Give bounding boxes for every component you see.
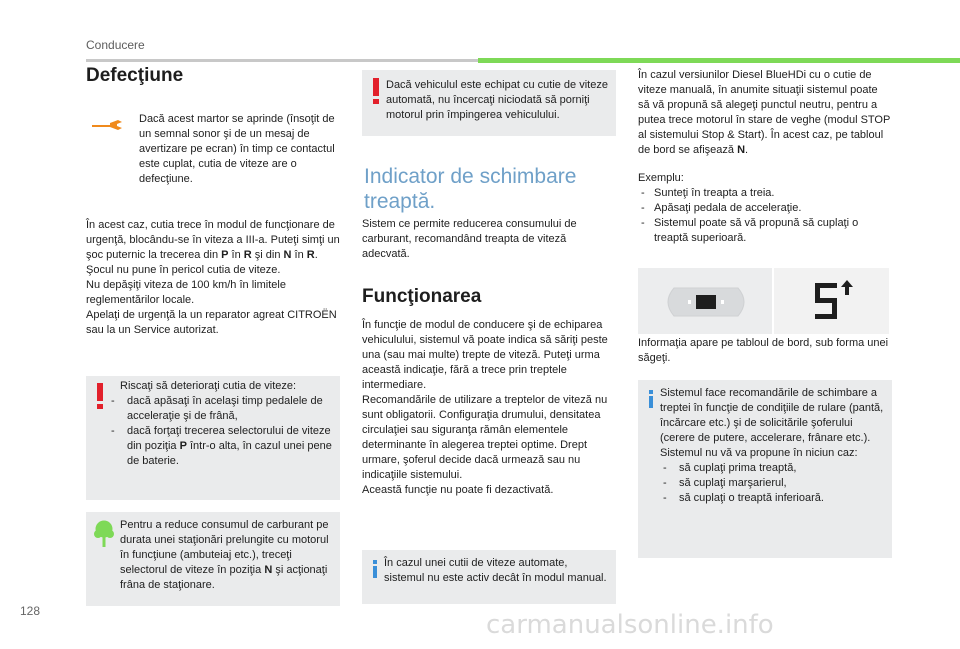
example-item: - Sistemul poate să vă propună să cuplaţi o treaptă superioară. [638,216,892,246]
dashboard-display-area [638,268,772,334]
risk-warning-box [86,376,340,500]
automatic-gearbox-info-box [362,550,616,604]
gear-indicator-title: Indicator de schimbare treaptă. [364,165,577,213]
risk-item: - dacă forţaţi trecerea selectorului de viteze din poziţia P într-o alta, în cazul unei pene de baterie. [108,424,336,469]
info-icon [645,390,657,408]
gear-display-area [774,268,889,334]
recommendation-info-box [638,380,892,558]
warning-light-text: Dacă acest martor se aprinde (însoţit de un semnal sonor şi de un mesaj de avertizare pe ecran) în timp ce contactul este cuplat, cutia de viteze are o defecţiune. [139,113,335,185]
section-header: Conducere [86,38,145,52]
example-block: Exemplu: - Sunteţi în treapta a treia. - Apăsaţi pedala de acceleraţie. - Sistemul poate să vă propună să cuplaţi o treaptă superioară. [638,171,892,246]
header-accent-bar [478,58,960,63]
risk-box-text: Riscaţi să deterioraţi cutia de viteze: - dacă apăsaţi în acelaşi timp pedalele de acceleraţie şi de frână, - dacă forţaţi trecerea selectorului de viteze din poziţia P într-o alta, în cazul unei pene de baterie. [120,379,336,469]
eco-tip-text: Pentru a reduce consumul de carburant pe durata unei staţionări prelungite cu motorul în funcţiune (ambuteiaj etc.), treceţi selectorul de viteze în poziţia N şi acţionaţi frâna de staţionare. [120,519,329,591]
eco-tip-box [86,512,340,606]
header-divider [86,59,478,62]
watermark: carmanualsonline.info [486,610,774,640]
recommendation-info-text: Sistemul face recomandările de schimbare a treptei în funcţie de condiţiile de rulare (pantă, încărcare etc.) şi de solicitările şoferului (cerere de putere, accelerare, frânare etc.). Sistemul nu vă va propune în niciun caz: - să cuplaţi prima treaptă, - să cuplaţi marşarierul, - să cuplaţi o treaptă inferioară. [660,386,888,506]
exclamation-icon [96,383,104,409]
gear-indicator-intro: Sistem ce permite reducerea consumului de carburant, recomandând treapta de viteză adecvată. [362,218,577,260]
defect-paragraph: În acest caz, cutia trece în modul de funcţionare de urgenţă, blocându-se în viteza a III-a. Puteţi simţi un şoc puternic la trecerea din P în R şi din N în R. Şocul nu pune în pericol cutia de viteze. Nu depăşiţi viteza de 100 km/h în limitele reglementărilor locale. Apelaţi de urgenţă la un reparator agreat CITROËN sau la un Service autorizat. [86,219,340,336]
push-start-warning-text: Dacă vehiculul este echipat cu cutie de viteze automată, nu încercaţi niciodată să porniţi motorul prin împingerea vehiculului. [386,79,608,121]
not-proposed-item: - să cuplaţi prima treaptă, [660,461,888,476]
info-icon [369,560,381,578]
automatic-gearbox-info-text: În cazul unei cutii de viteze automate, sistemul nu este activ decât în modul manual. [384,557,607,584]
display-screen-icon [660,286,752,318]
leaf-icon [93,520,115,548]
defect-title: Defecţiune [86,65,184,86]
not-proposed-item: - să cuplaţi marşarierul, [660,476,888,491]
risk-item: - dacă apăsaţi în acelaşi timp pedalele de acceleraţie şi de frână, [108,394,336,424]
exclamation-icon [372,78,380,104]
page-number: 128 [20,604,41,618]
function-subtitle: Funcţionarea [362,286,482,307]
dashboard-illustration [638,268,889,334]
example-item: - Sunteţi în treapta a treia. [638,186,892,201]
not-proposed-item: - să cuplaţi o treaptă inferioară. [660,491,888,506]
diesel-paragraph: În cazul versiunilor Diesel BlueHDi cu o cutie de viteze manuală, în anumite situaţii sistemul poate să vă propună să alegeţi punctul neutru, pentru a putea trece motorul în stare de veghe (modul STOP al sistemului Stop & Start). În acest caz, pe tabloul de bord se afişează N. [638,69,891,156]
gear-up-indicator-icon [809,277,859,327]
dashboard-info-text: Informaţia apare pe tabloul de bord, sub forma unei săgeţi. [638,337,889,364]
wrench-icon [90,117,124,131]
example-item: - Apăsaţi pedala de acceleraţie. [638,201,892,216]
push-start-warning-box [362,70,616,136]
function-paragraph: În funcţie de modul de conducere şi de echiparea vehiculului, sistemul vă poate indica să săriţi peste una (sau mai multe) trepte de viteză. Puteţi urma această indicaţie, fără a trece prin treptele intermediare. Recomandările de utilizare a treptelor de viteză nu sunt obligatorii. Configuraţia drumului, densitatea circulaţiei sau siguranţa rămân elementele determinante în alegerea treptei optime. Drept urmare, şoferul decide dacă urmează sau nu indicaţiile sistemului. Această funcţie nu poate fi dezactivată. [362,319,608,496]
